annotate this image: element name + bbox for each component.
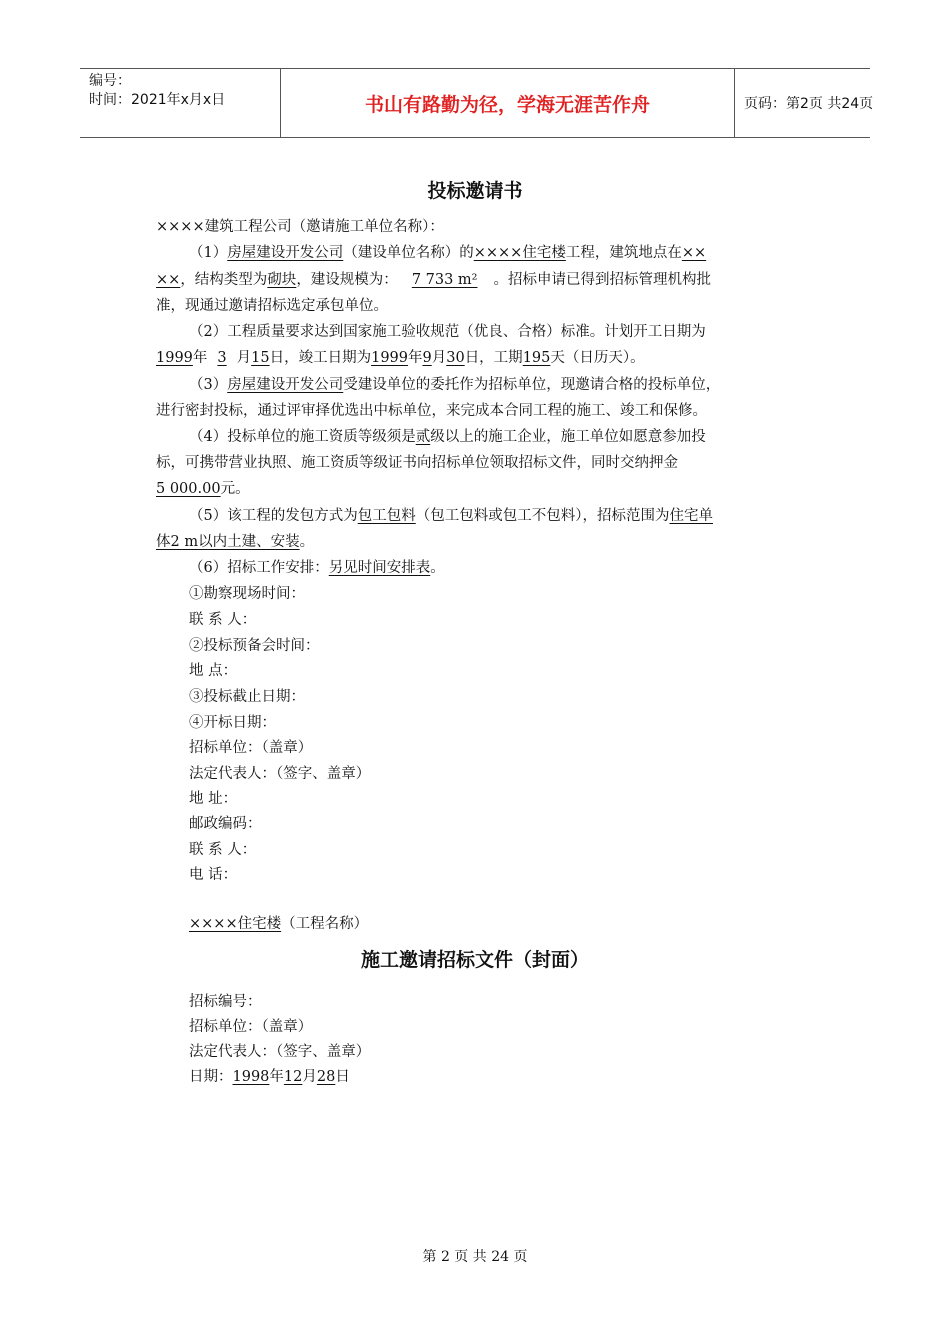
para-4-line-3: 5 000.00元。 <box>156 481 250 497</box>
grade: 贰 <box>415 429 431 445</box>
cover-date: 日期：1998年12月28日 <box>189 1069 350 1085</box>
cover-bid-number: 招标编号： <box>189 994 262 1010</box>
contract-mode: 包工包料 <box>357 508 416 524</box>
letter-title: 投标邀请书 <box>427 180 523 202</box>
page-info: 页码：第2页 共24页 <box>744 96 874 112</box>
para-1-line-1: （1）房屋建设开发公司（建设单位名称）的××××住宅楼工程，建筑地点在×× <box>189 245 707 261</box>
site: ×× <box>681 245 707 261</box>
code-label: 编号： <box>89 73 131 89</box>
para-1-line-2: ××，结构类型为砌块，建设规模为： 7 733 m² 。招标申请已得到招标管理机构批 <box>156 272 711 288</box>
para-2-line-1: （2）工程质量要求达到国家施工验收规范（优良、合格）标准。计划开工日期为 <box>189 324 706 340</box>
item-place: 地 点： <box>189 663 238 679</box>
item-deadline: ③投标截止日期： <box>189 689 305 705</box>
build-scale: 7 733 m² <box>411 272 478 288</box>
para-2-line-2: 1999年 3 月15日，竣工日期为1999年9月30日，工期195天（日历天）。 <box>156 350 645 366</box>
agent-name: 房屋建设开发公司 <box>227 377 344 393</box>
para-4-line-2: 标，可携带营业执照、施工资质等级证书向招标单位领取招标文件，同时交纳押金 <box>156 455 678 471</box>
owner-name: 房屋建设开发公司 <box>227 245 344 261</box>
item-contact-2: 联 系 人： <box>189 842 257 858</box>
item-phone: 电 话： <box>189 867 238 883</box>
project-name: ××××住宅楼 <box>473 245 566 261</box>
item-address: 地 址： <box>189 791 238 807</box>
addressee: ××××建筑工程公司（邀请施工单位名称）： <box>156 219 444 235</box>
item-survey-time: ①勘察现场时间： <box>189 586 305 602</box>
para-3-line-2: 进行密封投标，通过评审择优选出中标单位，来完成本合同工程的施工、竣工和保修。 <box>156 403 707 419</box>
item-issuer: 招标单位：（盖章） <box>189 740 313 756</box>
item-legal-rep: 法定代表人：（签字、盖章） <box>189 766 371 782</box>
cover-issuer: 招标单位：（盖章） <box>189 1019 313 1035</box>
deposit: 5 000.00 <box>156 481 221 497</box>
header-left-cell <box>80 69 280 137</box>
para-5-line-1: （5）该工程的发包方式为包工包料（包工包料或包工不包料），招标范围为住宅单 <box>189 508 713 524</box>
para-5-line-2: 体2 m以内土建、安装。 <box>156 534 315 550</box>
item-prebid-time: ②投标预备会时间： <box>189 638 320 654</box>
page-header <box>80 68 874 138</box>
cover-project-name: ××××住宅楼（工程名称） <box>189 916 369 932</box>
item-contact: 联 系 人： <box>189 612 257 628</box>
cover-title: 施工邀请招标文件（封面） <box>360 949 589 971</box>
para-1-line-3: 准，现通过邀请招标选定承包单位。 <box>156 298 388 314</box>
para-3-line-1: （3）房屋建设开发公司受建设单位的委托作为招标单位，现邀请合格的投标单位， <box>189 377 721 393</box>
cover-legal-rep: 法定代表人：（签字、盖章） <box>189 1044 371 1060</box>
motto: 书山有路勤为径，学海无涯苦作舟 <box>280 69 735 137</box>
para-4-line-1: （4）投标单位的施工资质等级须是贰级以上的施工企业，施工单位如愿意参加投 <box>189 429 706 445</box>
para-6: （6）招标工作安排：另见时间安排表。 <box>189 560 445 576</box>
structure-type: 砌块 <box>267 272 297 288</box>
page-footer: 第 2 页 共 24 页 <box>422 1249 528 1265</box>
item-opening-date: ④开标日期： <box>189 715 276 731</box>
item-postcode: 邮政编码： <box>189 816 262 832</box>
scope: 住宅单 <box>669 508 713 524</box>
time-label: 时间：2021年x月x日 <box>89 92 226 108</box>
schedule: 另见时间安排表 <box>328 560 431 576</box>
